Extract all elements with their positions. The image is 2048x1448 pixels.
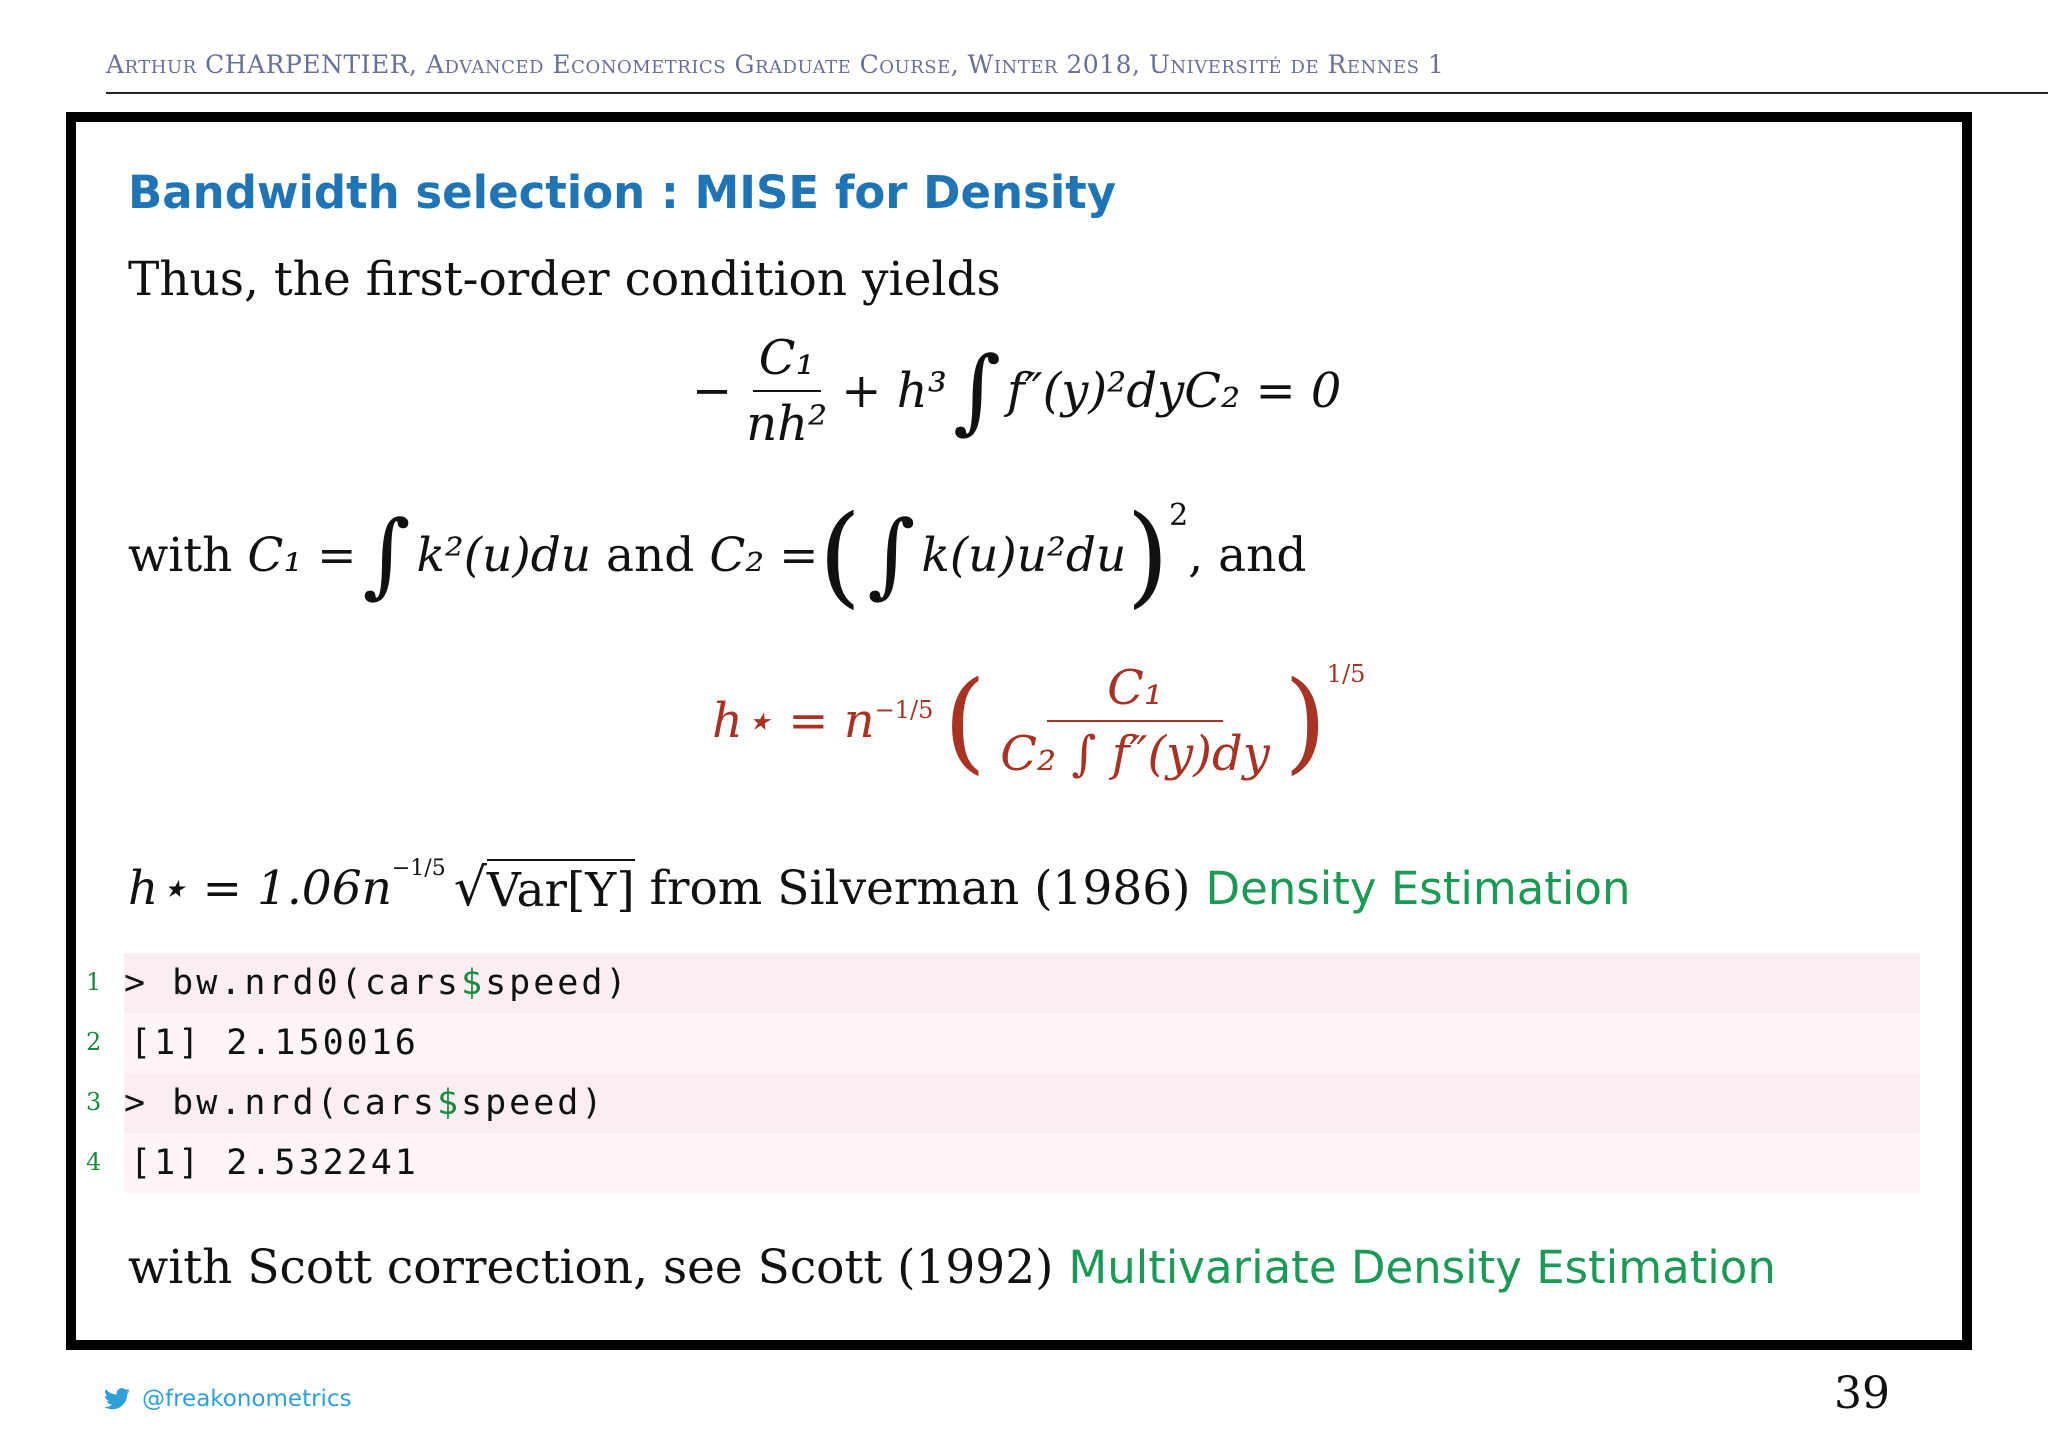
handle-text: @freakonometrics [142, 1386, 352, 1412]
sqrt-symbol: √ [453, 858, 487, 918]
c1-integral: ∫ [362, 501, 411, 608]
sqrt-body: Var[Y] [487, 859, 635, 918]
code-dollar: $ [436, 1083, 462, 1123]
page-number: 39 [1834, 1368, 1890, 1419]
c1-body: k²(u)du [416, 527, 592, 583]
first-order-equation [692, 330, 1341, 452]
code-line-4 [124, 1133, 1920, 1193]
c2-lhs: C₂ = [709, 527, 819, 583]
code-text-post: speed) [461, 1083, 606, 1123]
slide-title: Bandwidth selection : MISE for Density [128, 166, 1117, 219]
and-trailing: , and [1188, 527, 1307, 583]
header-text: Arthur CHARPENTIER, Advanced Econometrics Graduate Course, Winter 2018, Université de Rennes 1 [106, 50, 1445, 79]
eq1-minus: − [692, 363, 733, 419]
twitter-icon [104, 1388, 130, 1410]
code-line-1 [124, 953, 1920, 1013]
c2-left-paren: ( [818, 491, 862, 619]
code-line-2 [124, 1013, 1920, 1073]
code-text-post: speed) [485, 963, 630, 1003]
silverman-text: from Silverman (1986) [649, 860, 1191, 916]
eq1-denominator: nh² [746, 396, 828, 452]
code-text: > bw.nrd(cars [124, 1083, 437, 1123]
silverman-book-link[interactable]: Density Estimation [1205, 861, 1631, 915]
eq1-body: f″(y)²dyC₂ = 0 [1006, 363, 1342, 419]
eq2-outer-exponent: 1/5 [1326, 660, 1366, 688]
line-number: 4 [86, 1148, 102, 1176]
c2-right-paren: ) [1126, 491, 1170, 619]
intro-text: Thus, the first-order condition yields [128, 252, 1001, 307]
eq2-left-paren: ( [943, 657, 987, 785]
twitter-handle[interactable] [104, 1386, 352, 1412]
code-output: [1] 2.532241 [130, 1143, 419, 1183]
eq2-exponent: −1/5 [874, 696, 934, 724]
line-number: 1 [86, 968, 102, 996]
eq1-integral: ∫ [952, 337, 1001, 444]
eq2-fraction [994, 660, 1276, 782]
code-block [124, 953, 1920, 1193]
line-number: 3 [86, 1088, 102, 1116]
silverman-rule [128, 858, 1630, 918]
header-divider [106, 92, 2048, 94]
eq2-right-paren: ) [1283, 657, 1327, 785]
eq1-plus-term: + h³ [841, 363, 947, 419]
scott-line [128, 1240, 1776, 1295]
and-word: and [606, 527, 695, 583]
constants-definition [128, 491, 1307, 619]
code-dollar: $ [461, 963, 486, 1003]
eq1-numerator: C₁ [753, 330, 821, 392]
code-text: > bw.nrd0(cars [124, 963, 462, 1003]
code-output: [1] 2.150016 [130, 1023, 419, 1063]
silverman-lhs: h⋆ = 1.06n [128, 860, 392, 916]
eq2-denominator: C₂ ∫ f″(y)dy [1000, 726, 1270, 782]
scott-book-link[interactable]: Multivariate Density Estimation [1068, 1241, 1776, 1294]
eq1-fraction [740, 330, 833, 452]
with-word: with [128, 527, 233, 583]
c1-lhs: C₁ = [247, 527, 357, 583]
c2-body: k(u)u²du [921, 527, 1127, 583]
c2-integral: ∫ [867, 501, 916, 608]
line-number: 2 [86, 1028, 102, 1056]
code-line-3 [124, 1073, 1920, 1133]
c2-exponent: 2 [1169, 498, 1189, 533]
optimal-bandwidth-equation [712, 657, 1366, 785]
silverman-exponent: −1/5 [391, 856, 446, 881]
scott-text: with Scott correction, see Scott (1992) [128, 1240, 1054, 1295]
eq2-lhs: h⋆ = n [712, 693, 875, 749]
eq2-numerator: C₁ [1047, 660, 1223, 722]
